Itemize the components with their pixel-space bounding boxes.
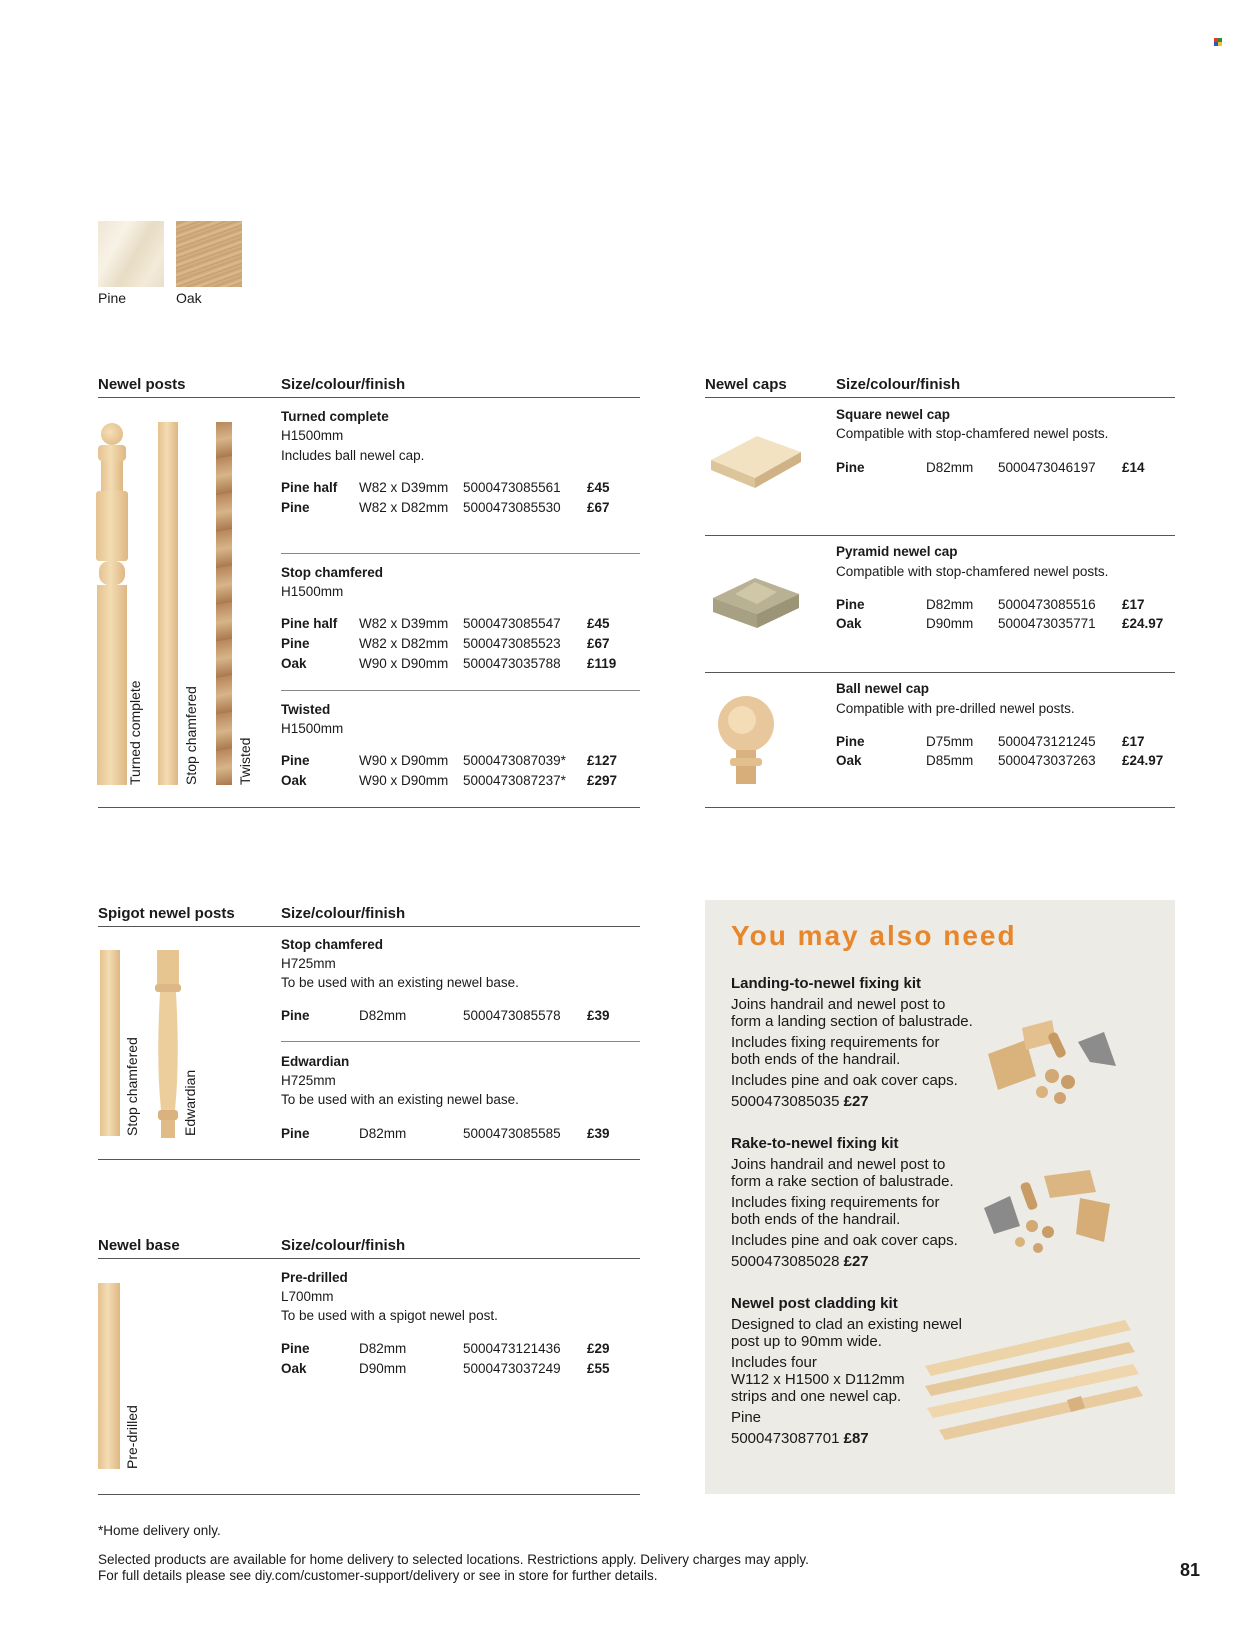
row-finish: Pine: [836, 597, 865, 612]
kit-line: form a rake section of balustrade.: [731, 1173, 954, 1190]
spigot-posts-size-header: Size/colour/finish: [281, 905, 406, 922]
row-finish: Pine: [281, 1341, 310, 1356]
kit-code-price: 5000473085028 £27: [731, 1253, 869, 1270]
spigot-stop-chamfered-vertical-label: Stop chamfered: [124, 1037, 140, 1136]
row-code: 5000473085561: [463, 480, 561, 495]
row-price: £39: [587, 1126, 610, 1141]
pyramid-newel-cap-image: [705, 570, 805, 639]
newel-group-height: H1500mm: [281, 428, 344, 443]
row-size: W90 x D90mm: [359, 753, 449, 768]
row-code: 5000473085530: [463, 500, 561, 515]
spigot-group-name: Stop chamfered: [281, 937, 384, 952]
spigot-stop-chamfered-image: [100, 950, 120, 1136]
kit-line: Includes fixing requirements for: [731, 1194, 940, 1211]
spigot-group-height: H725mm: [281, 1073, 336, 1088]
kit-line: Designed to clad an existing newel: [731, 1316, 962, 1333]
row-price: £45: [587, 616, 610, 631]
row-code: 5000473085578: [463, 1008, 561, 1023]
row-code: 5000473037249: [463, 1361, 561, 1376]
row-size: D82mm: [926, 460, 974, 475]
cap-note: Compatible with stop-chamfered newel posts.: [836, 564, 1109, 579]
newel-group-note: Includes ball newel cap.: [281, 448, 425, 463]
row-size: D82mm: [359, 1341, 407, 1356]
newel-group-name: Stop chamfered: [281, 565, 384, 580]
row-size: D90mm: [359, 1361, 407, 1376]
divider: [705, 672, 1175, 673]
row-finish: Oak: [836, 753, 862, 768]
row-code: 5000473121436: [463, 1341, 561, 1356]
newel-base-vertical-label: Pre-drilled: [124, 1405, 140, 1469]
newel-posts-heading: Newel posts: [98, 376, 186, 393]
divider: [281, 1041, 640, 1042]
newel-group-height: H1500mm: [281, 721, 344, 736]
kit-line: form a landing section of balustrade.: [731, 1013, 973, 1030]
page-number: 81: [1180, 1560, 1201, 1580]
row-finish: Oak: [281, 773, 307, 788]
kit-line: Includes pine and oak cover caps.: [731, 1232, 958, 1249]
row-size: D90mm: [926, 616, 974, 631]
row-finish: Pine: [281, 500, 310, 515]
row-price: £14: [1122, 460, 1145, 475]
row-finish: Oak: [281, 656, 307, 671]
spigot-header-rule: [98, 926, 640, 927]
row-size: D82mm: [359, 1008, 407, 1023]
row-finish: Pine: [836, 734, 865, 749]
cladding-kit-image: [905, 1320, 1145, 1465]
row-code: 5000473037263: [998, 753, 1096, 768]
row-finish: Pine: [281, 636, 310, 651]
delivery-disclaimer-line-1: Selected products are available for home delivery to selected locations. Restrictions apply. Delivery charges may apply.: [98, 1552, 809, 1567]
row-code: 5000473035771: [998, 616, 1096, 631]
row-price: £45: [587, 480, 610, 495]
newel-caps-header-rule: [705, 397, 1175, 398]
rake-kit-image: [980, 1168, 1130, 1263]
kit-line: Includes four: [731, 1354, 817, 1371]
row-finish: Pine: [836, 460, 865, 475]
spigot-edwardian-vertical-label: Edwardian: [182, 1069, 198, 1136]
base-group-name: Pre-drilled: [281, 1270, 348, 1285]
divider: [281, 553, 640, 554]
row-size: D82mm: [926, 597, 974, 612]
cap-note: Compatible with stop-chamfered newel posts.: [836, 426, 1109, 441]
row-finish: Pine: [281, 1008, 310, 1023]
cap-note: Compatible with pre-drilled newel posts.: [836, 701, 1075, 716]
newel-group-name: Turned complete: [281, 409, 389, 424]
kit-line: both ends of the handrail.: [731, 1211, 901, 1228]
kit-line: both ends of the handrail.: [731, 1051, 901, 1068]
cap-name: Ball newel cap: [836, 681, 930, 696]
row-finish: Pine half: [281, 480, 338, 495]
row-code: 5000473035788: [463, 656, 561, 671]
row-size: W82 x D82mm: [359, 636, 449, 651]
row-code: 5000473085547: [463, 616, 561, 631]
newel-base-size-header: Size/colour/finish: [281, 1237, 406, 1254]
pine-swatch-label: Pine: [98, 290, 127, 306]
row-price: £24.97: [1122, 753, 1164, 768]
newel-base-header-rule: [98, 1258, 640, 1259]
spigot-edwardian-image: [155, 950, 181, 1143]
kit-line: Joins handrail and newel post to: [731, 996, 946, 1013]
spigot-bottom-rule: [98, 1159, 640, 1160]
newel-caps-size-header: Size/colour/finish: [836, 376, 961, 393]
twisted-post-image: [216, 422, 232, 785]
newel-group-name: Twisted: [281, 702, 331, 717]
kit-line: W112 x H1500 x D112mm: [731, 1371, 905, 1388]
base-group-note: To be used with a spigot newel post.: [281, 1308, 498, 1323]
row-finish: Pine: [281, 1126, 310, 1141]
kit-code-price: 5000473087701 £87: [731, 1430, 869, 1447]
row-size: D75mm: [926, 734, 974, 749]
spigot-group-name: Edwardian: [281, 1054, 350, 1069]
color-mark-icon: [1214, 33, 1222, 41]
newel-caps-heading: Newel caps: [705, 376, 787, 393]
row-size: W90 x D90mm: [359, 656, 449, 671]
row-price: £67: [587, 500, 610, 515]
row-price: £24.97: [1122, 616, 1164, 631]
cap-name: Square newel cap: [836, 407, 951, 422]
kit-name: Newel post cladding kit: [731, 1295, 898, 1312]
row-code: 5000473087039*: [463, 753, 566, 768]
kit-name: Rake-to-newel fixing kit: [731, 1135, 899, 1152]
row-size: W82 x D39mm: [359, 616, 449, 631]
row-code: 5000473085523: [463, 636, 561, 651]
kit-line: Includes pine and oak cover caps.: [731, 1072, 958, 1089]
newel-posts-header-rule: [98, 397, 640, 398]
row-price: £55: [587, 1361, 610, 1376]
spigot-group-height: H725mm: [281, 956, 336, 971]
kit-line: Includes fixing requirements for: [731, 1034, 940, 1051]
oak-swatch: [176, 221, 242, 287]
kit-code-price: 5000473085035 £27: [731, 1093, 869, 1110]
row-size: W82 x D82mm: [359, 500, 449, 515]
kit-name: Landing-to-newel fixing kit: [731, 975, 921, 992]
kit-line: Pine: [731, 1409, 762, 1426]
row-size: W82 x D39mm: [359, 480, 449, 495]
row-price: £29: [587, 1341, 610, 1356]
also-need-title: You may also need: [731, 920, 1017, 951]
row-price: £297: [587, 773, 618, 788]
row-price: £119: [587, 656, 617, 671]
row-price: £39: [587, 1008, 610, 1023]
row-code: 5000473087237*: [463, 773, 566, 788]
row-code: 5000473046197: [998, 460, 1096, 475]
row-code: 5000473085585: [463, 1126, 561, 1141]
spigot-posts-heading: Spigot newel posts: [98, 905, 235, 922]
home-delivery-note: *Home delivery only.: [98, 1523, 221, 1538]
newel-base-heading: Newel base: [98, 1237, 180, 1254]
stop-chamfered-post-image: [158, 422, 178, 785]
row-size: W90 x D90mm: [359, 773, 449, 788]
cap-name: Pyramid newel cap: [836, 544, 958, 559]
turned-complete-vertical-label: Turned complete: [127, 680, 143, 785]
kit-line: strips and one newel cap.: [731, 1388, 902, 1405]
spigot-group-note: To be used with an existing newel base.: [281, 975, 519, 990]
twisted-vertical-label: Twisted: [237, 737, 253, 785]
base-group-height: L700mm: [281, 1289, 334, 1304]
ball-newel-cap-image: [712, 694, 782, 791]
row-finish: Oak: [281, 1361, 307, 1376]
pine-swatch: [98, 221, 164, 287]
delivery-disclaimer-line-2: For full details please see diy.com/customer-support/delivery or see in store for further details.: [98, 1568, 658, 1583]
newel-base-bottom-rule: [98, 1494, 640, 1495]
row-code: 5000473085516: [998, 597, 1096, 612]
landing-kit-image: [982, 1018, 1132, 1113]
newel-group-height: H1500mm: [281, 584, 344, 599]
newel-base-image: [98, 1283, 120, 1469]
oak-swatch-label: Oak: [176, 290, 202, 306]
kit-line: post up to 90mm wide.: [731, 1333, 882, 1350]
square-newel-cap-image: [705, 430, 805, 495]
newel-posts-bottom-rule: [98, 807, 640, 808]
divider: [281, 690, 640, 691]
kit-line: Joins handrail and newel post to: [731, 1156, 946, 1173]
newel-caps-bottom-rule: [705, 807, 1175, 808]
row-price: £127: [587, 753, 618, 768]
row-finish: Oak: [836, 616, 862, 631]
row-finish: Pine: [281, 753, 310, 768]
stop-chamfered-vertical-label: Stop chamfered: [183, 686, 199, 785]
newel-posts-size-header: Size/colour/finish: [281, 376, 406, 393]
spigot-group-note: To be used with an existing newel base.: [281, 1092, 519, 1107]
row-price: £67: [587, 636, 610, 651]
row-size: D82mm: [359, 1126, 407, 1141]
row-price: £17: [1122, 734, 1145, 749]
row-code: 5000473121245: [998, 734, 1096, 749]
row-size: D85mm: [926, 753, 974, 768]
row-price: £17: [1122, 597, 1145, 612]
divider: [705, 535, 1175, 536]
row-finish: Pine half: [281, 616, 338, 631]
